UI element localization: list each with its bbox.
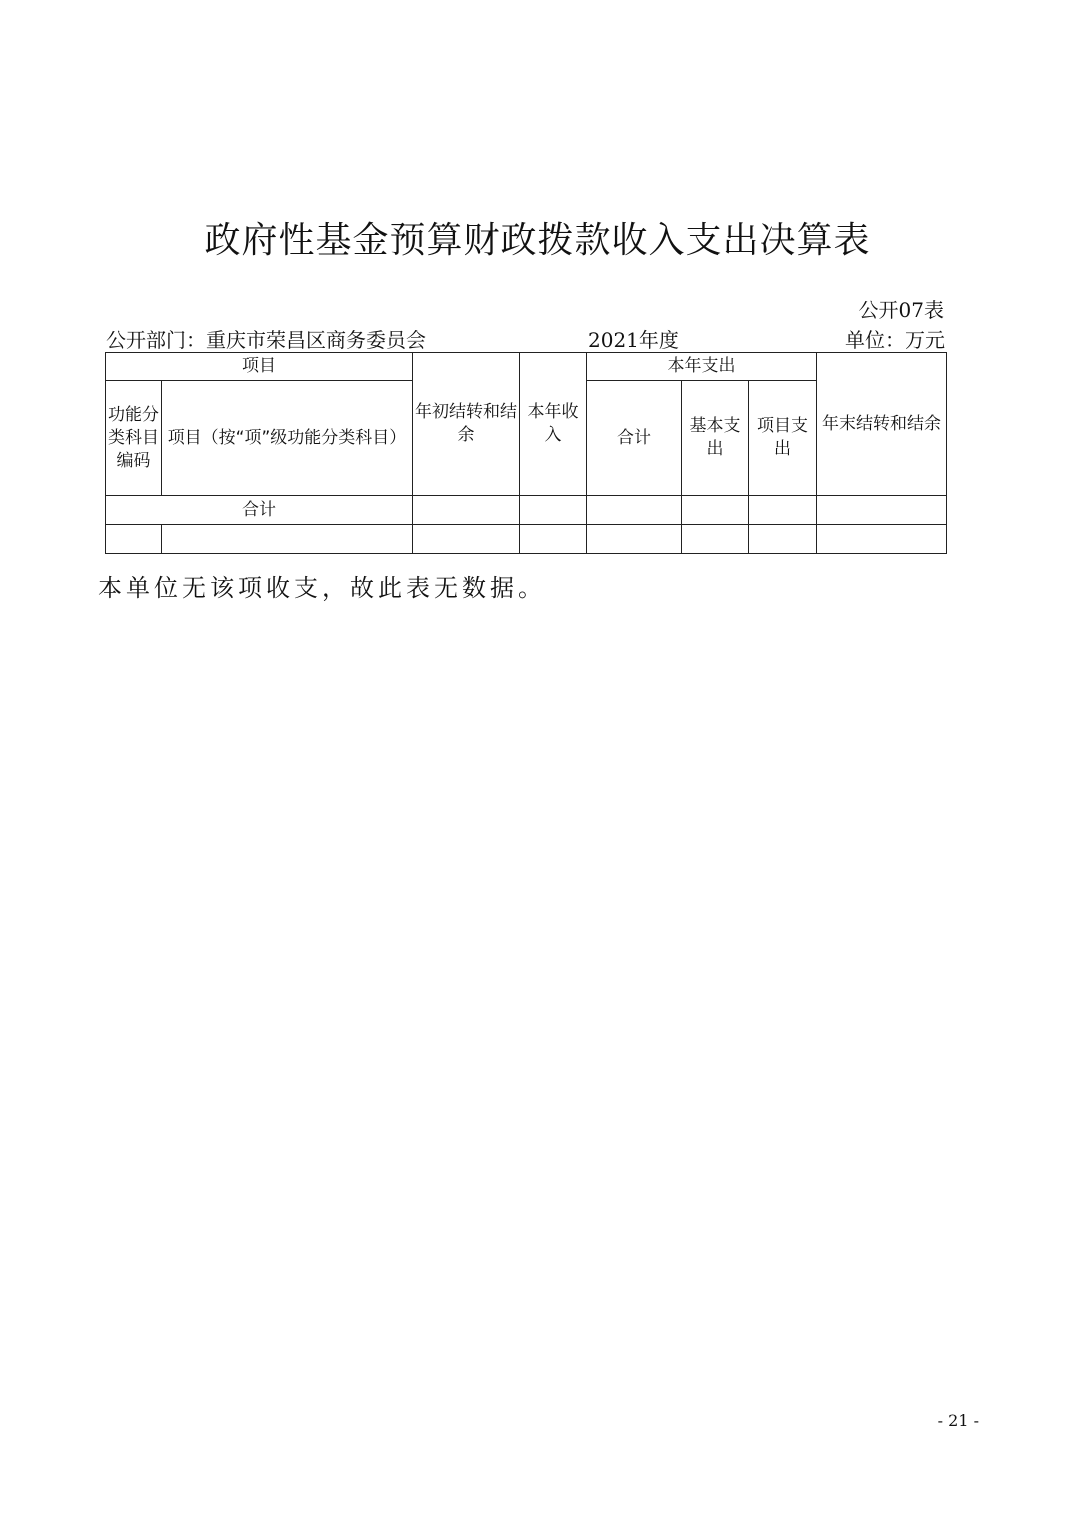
header-income: 本年收入	[520, 353, 587, 496]
header-item-name: 项目（按“项”级功能分类科目）	[162, 381, 413, 496]
table-cell	[162, 525, 413, 554]
table-cell	[520, 525, 587, 554]
page-title: 政府性基金预算财政拨款收入支出决算表	[204, 220, 871, 261]
header-code: 功能分类科目编码	[106, 381, 162, 496]
form-number: 公开07表	[858, 298, 944, 322]
table-cell	[413, 496, 520, 525]
table-cell	[682, 525, 749, 554]
budget-table	[105, 352, 947, 554]
unit-label: 单位：万元	[845, 328, 945, 352]
table-cell	[817, 525, 947, 554]
header-items: 项目	[106, 353, 413, 381]
header-expense-basic: 基本支出	[682, 381, 749, 496]
table-cell	[749, 496, 817, 525]
header-end-balance: 年末结转和结余	[817, 353, 947, 496]
total-label: 合计	[106, 496, 413, 525]
header-expense-total: 合计	[587, 381, 682, 496]
table-cell	[587, 525, 682, 554]
table-cell	[520, 496, 587, 525]
total-row	[106, 496, 947, 525]
table-cell	[749, 525, 817, 554]
header-row-1	[106, 353, 947, 381]
page-number: - 21 -	[937, 1411, 979, 1430]
meta-row	[106, 324, 945, 352]
header-expense-project: 项目支出	[749, 381, 817, 496]
table-cell	[587, 496, 682, 525]
table-cell	[817, 496, 947, 525]
table-cell	[413, 525, 520, 554]
header-begin-balance: 年初结转和结余	[413, 353, 520, 496]
table-cell	[682, 496, 749, 525]
table-cell	[106, 525, 162, 554]
header-expense: 本年支出	[587, 353, 817, 381]
no-data-note: 本单位无该项收支，故此表无数据。	[98, 574, 546, 602]
table-row	[106, 525, 947, 554]
fiscal-year: 2021年度	[588, 328, 679, 352]
department-label: 公开部门：重庆市荣昌区商务委员会	[106, 328, 426, 352]
